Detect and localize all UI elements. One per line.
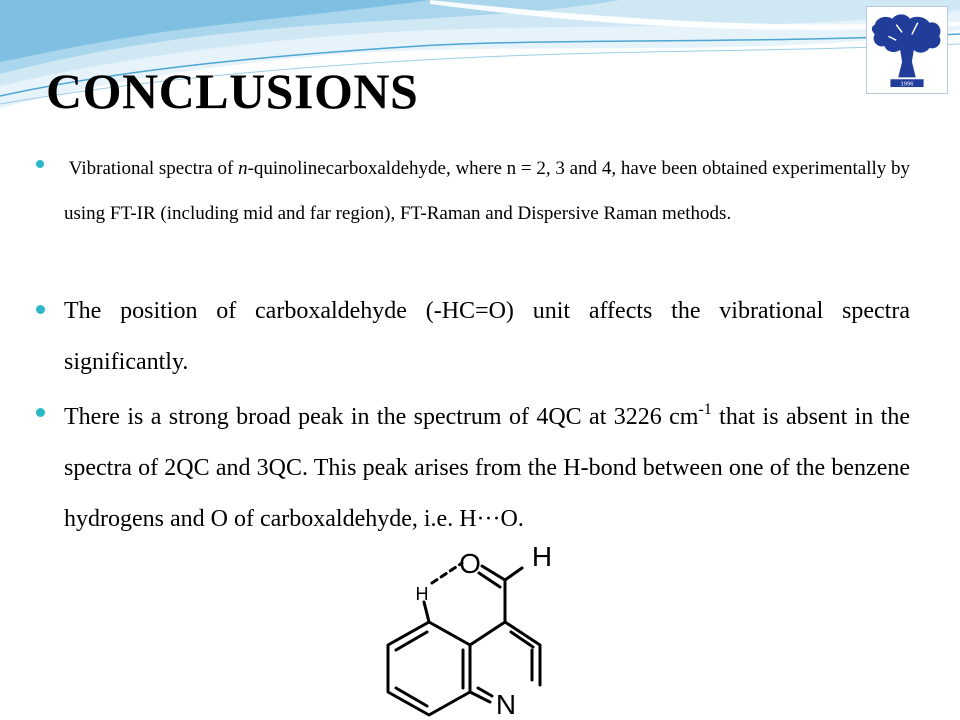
bullet-2-text: The position of carboxaldehyde (-HC=O) unit affects the vibrational spectra significantly. bbox=[64, 298, 910, 375]
quinoline-4-carboxaldehyde-structure bbox=[370, 532, 570, 720]
bullet-3-text-end: that is absent in the spectra of 2QC and 3QC. This peak arises from the H-bond between one of the benzene hydrogens and O of carboxaldehyde, i.e. H···O. bbox=[64, 404, 911, 532]
bullet-3-superscript: -1 bbox=[698, 401, 712, 418]
bullet-1-text-end: -quinolinecarboxaldehyde, where n = 2, 3 and 4, have been obtained experimentally by using FT-IR (including mid and far region), FT-Raman and Dispersive Raman methods. bbox=[64, 158, 911, 224]
ring-h-bond bbox=[424, 602, 429, 622]
aldehyde-h-label: H bbox=[531, 541, 553, 572]
hydrogen-bond-dashed bbox=[432, 563, 462, 583]
benzene-ring bbox=[388, 622, 470, 715]
ring-h-label: H bbox=[415, 584, 429, 604]
bullet-2 bbox=[64, 286, 910, 388]
bullet-1-italic: n bbox=[238, 158, 248, 179]
bullet-dot bbox=[36, 408, 45, 417]
slide-title: CONCLUSIONS bbox=[46, 63, 419, 119]
bullet-dot bbox=[36, 160, 44, 168]
tree-map-logo-icon bbox=[867, 7, 947, 93]
bullet-dot bbox=[36, 305, 45, 314]
logo-year: 1996 bbox=[900, 81, 914, 88]
bullet-1 bbox=[64, 146, 910, 236]
bullet-3 bbox=[64, 392, 910, 545]
institution-logo bbox=[866, 6, 948, 94]
oxygen-label: O bbox=[459, 548, 481, 579]
aldehyde-ch-bond bbox=[505, 568, 522, 580]
bullet-1-text-start: Vibrational spectra of bbox=[68, 158, 239, 179]
nitrogen-label: N bbox=[495, 689, 517, 720]
bullet-3-text-start: There is a strong broad peak in the spectrum of 4QC at 3226 cm bbox=[64, 404, 699, 430]
